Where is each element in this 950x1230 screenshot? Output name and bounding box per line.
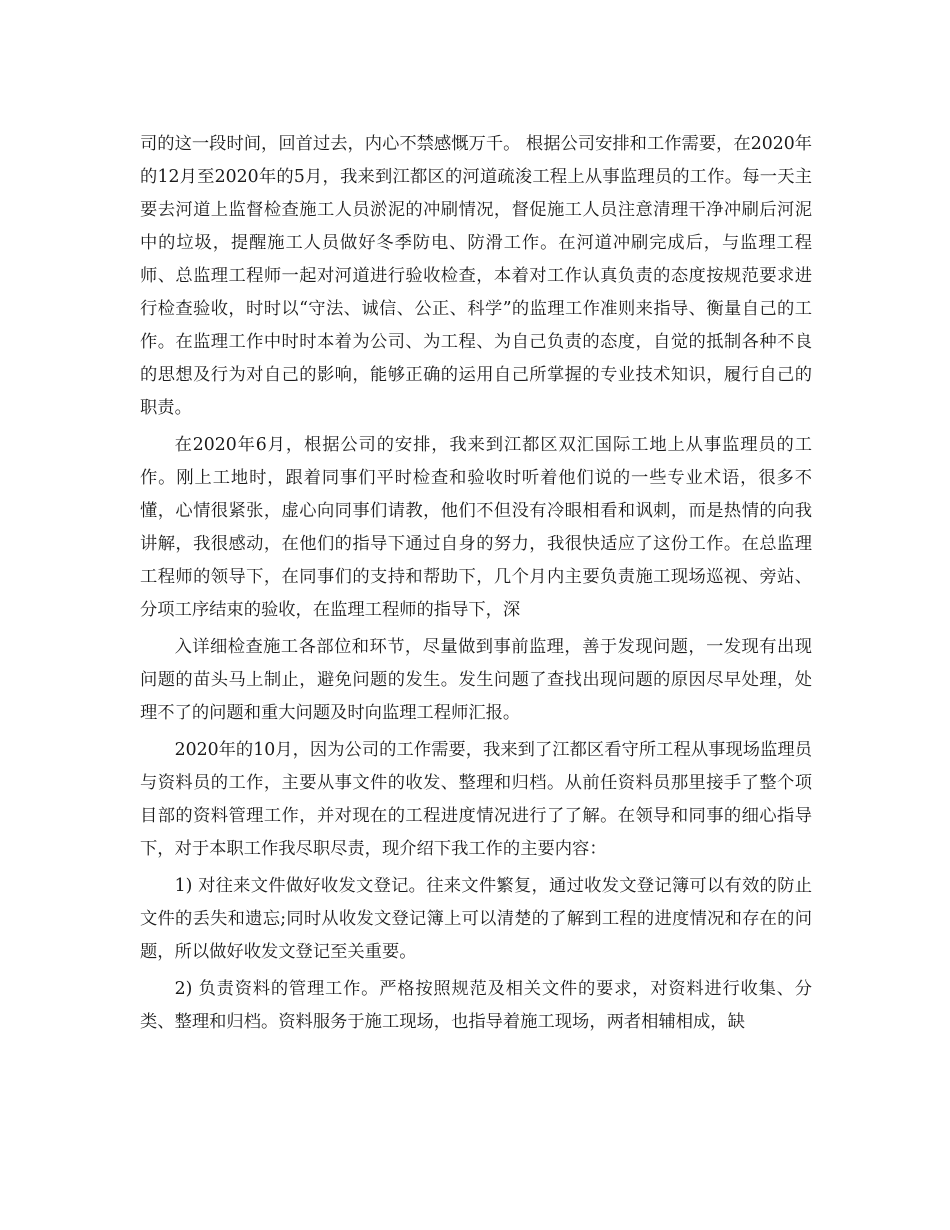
paragraph-2: 在2020年6月，根据公司的安排，我来到江都区双汇国际工地上从事监理员的工作。刚上工地时，跟着同事们平时检查和验收时听着他们说的一些专业术语，很多不懂，心情很紧张，虚心向同事们请教，他们不但没有冷眼相看和讽刺，而是热情的向我讲解，我很感动，在他们的指导下通过自身的努力，我很快适应了这份工作。在总监理工程师的领导下，在同事们的支持和帮助下，几个月内主要负责施工现场巡视、旁站、分项工序结束的验收，在监理工程师的指导下，深 [140,435,812,620]
document-body [140,128,812,1043]
paragraph-4: 2020年的10月，因为公司的工作需要，我来到了江都区看守所工程从事现场监理员与资料员的工作，主要从事文件的收发、整理和归档。从前任资料员那里接手了整个项目部的资料管理工作，并对现在的工程进度情况进行了了解。在领导和同事的细心指导下，对于本职工作我尽职尽责，现介绍下我工作的主要内容： [140,740,812,859]
paragraph-6: 2) 负责资料的管理工作。严格按照规范及相关文件的要求，对资料进行收集、分类、整理和归档。资料服务于施工现场，也指导着施工现场，两者相辅相成，缺 [140,979,812,1032]
paragraph-1: 司的这一段时间，回首过去，内心不禁感慨万千。 根据公司安排和工作需要，在2020年的12月至2020年的5月，我来到江都区的河道疏浚工程上从事监理员的工作。每一天主要去河道上监督检查施工人员淤泥的冲刷情况，督促施工人员注意清理干净冲刷后河泥中的垃圾，提醒施工人员做好冬季防电、防滑工作。在河道冲刷完成后，与监理工程师、总监理工程师一起对河道进行验收检查，本着对工作认真负责的态度按规范要求进行检查验收，时时以“守法、诚信、公正、科学”的监理工作准则来指导、衡量自己的工作。在监理工作中时时本着为公司、为工程、为自己负责的态度，自觉的抵制各种不良的思想及行为对自己的影响，能够正确的运用自己所掌握的专业技术知识，履行自己的职责。 [140,134,812,418]
paragraph-3: 入详细检查施工各部位和环节，尽量做到事前监理，善于发现问题，一发现有出现问题的苗头马上制止，避免问题的发生。发生问题了查找出现问题的原因尽早处理，处理不了的问题和重大问题及时向监理工程师汇报。 [140,637,812,723]
paragraph-5: 1) 对往来文件做好收发文登记。往来文件繁复，通过收发文登记簿可以有效的防止文件的丢失和遗忘;同时从收发文登记簿上可以清楚的了解到工程的进度情况和存在的问题，所以做好收发文登记至关重要。 [140,876,812,962]
